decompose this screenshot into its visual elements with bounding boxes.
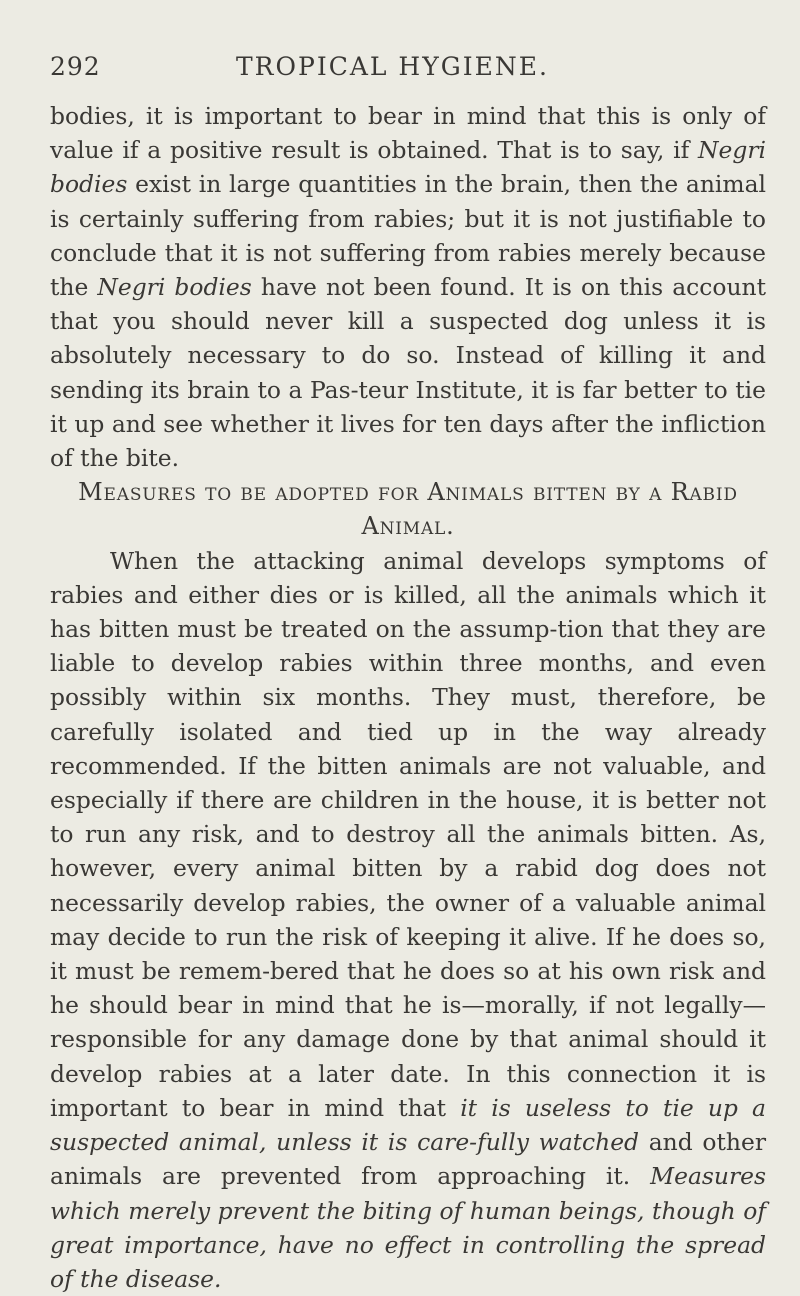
section-heading: Measures to be adopted for Animals bitten by a Rabid Animal. (78, 478, 738, 541)
paragraph-2 (50, 544, 766, 1296)
para1-italic-negri-1: Negri bodies (50, 136, 766, 199)
page-number: 292 (50, 52, 101, 81)
para2-text-b: and other animals are prevented from approaching it. (50, 1128, 766, 1191)
para1-text-c: have not been found. It is on this account that you should never kill a suspected dog unless it is absolutely necessary to do so. Instead of killing it and sending its brain to a Pas-teur Institute, it is far better to tie it up and see whether it lives for ten days after the infliction of the bite. (50, 273, 766, 473)
running-head: TROPICAL HYGIENE. (236, 52, 549, 81)
body-text (50, 99, 766, 1296)
para1-italic-negri-2: Negri bodies (97, 273, 252, 302)
para1-text-a: bodies, it is important to bear in mind that this is only of value if a positive result is obtained. That is to say, if (50, 102, 766, 165)
para2-italic-1: it is useless to tie up a suspected animal, unless it is care-fully watched (50, 1093, 767, 1157)
page-header (50, 52, 750, 88)
paragraph-1 (50, 99, 766, 475)
para2-italic-2: Measures which merely prevent the biting of human beings, though of great importance, have no effect in controlling the spread of the disease. (50, 1162, 766, 1293)
para2-text-a: When the attacking animal develops symptoms of rabies and either dies or is killed, all the animals which it has bitten must be treated on the assump-tion that they are liable to develop rabies within three months, and even possibly within six months. They must, therefore, be carefully isolated and tied up in the way already recommended. If the bitten animals are not valuable, and especially if there are children in the house, it is better not to run any risk, and to destroy all the animals bitten. As, however, every animal bitten by a rabid dog does not necessarily develop rabies, the owner of a valuable animal may decide to run the risk of keeping it alive. If he does so, it must be remem-bered that he does so at his own risk and he should bear in mind that he is—morally, if not legally—responsible for any damage done by that animal should it develop rabies at a later date. In this connection it is important to bear in mind that (50, 546, 766, 1122)
para1-text-b: exist in large quantities in the brain, then the animal is certainly suffering from rabies; but it is not justifiable to conclude that it is not suffering from rabies merely because the (50, 170, 766, 302)
